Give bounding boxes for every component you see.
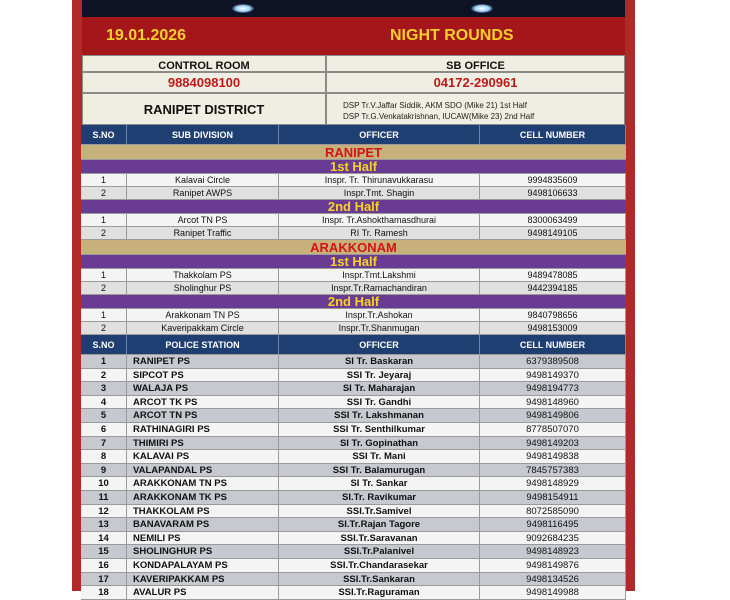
ranipet-first-half: 1st Half xyxy=(81,160,626,174)
row-officer: SSI Tr. Balamurugan xyxy=(279,464,480,477)
arakkonam-second-half: 2nd Half xyxy=(81,295,626,309)
ranipet-second-half: 2nd Half xyxy=(81,200,626,214)
row-cell: 9498106633 xyxy=(480,187,626,199)
row-station: ARCOT TN PS xyxy=(127,409,279,422)
table-row xyxy=(81,532,626,546)
row-cell: 8300063499 xyxy=(480,214,626,226)
row-sno: 16 xyxy=(81,559,127,572)
row-officer: Inspr.Tr.Ramachandiran xyxy=(279,282,480,294)
row-officer: SI Tr. Baskaran xyxy=(279,355,480,368)
row-cell: 9489478085 xyxy=(480,269,626,281)
row-station: WALAJA PS xyxy=(127,382,279,395)
district-name: RANIPET DISTRICT xyxy=(143,102,265,117)
row-officer: SSI.Tr.Palanivel xyxy=(279,545,480,558)
row-officer: SI Tr. Maharajan xyxy=(279,382,480,395)
table-row xyxy=(81,518,626,532)
table-row xyxy=(81,409,626,423)
row-sno: 2 xyxy=(81,369,127,382)
table-row xyxy=(81,505,626,519)
row-cell: 9498194773 xyxy=(480,382,626,395)
row-officer: SSI.Tr.Chandarasekar xyxy=(279,559,480,572)
title-band xyxy=(82,17,625,55)
table-row xyxy=(81,477,626,491)
row-officer: SSI Tr. Mani xyxy=(279,450,480,463)
row-station: ARAKKONAM TK PS xyxy=(127,491,279,504)
dsp-first-half: DSP Tr.V.Jaffar Siddik, AKM SDO (Mike 21) 1st Half xyxy=(343,101,527,110)
control-room-label: CONTROL ROOM xyxy=(158,60,250,72)
row-sno: 4 xyxy=(81,396,127,409)
table-row xyxy=(81,227,626,240)
row-cell: 9498149988 xyxy=(480,586,626,599)
table-row xyxy=(81,491,626,505)
row-cell: 9498149838 xyxy=(480,450,626,463)
table-row xyxy=(81,322,626,335)
headlight-left-icon xyxy=(232,4,254,13)
row-cell: 9498153009 xyxy=(480,322,626,334)
row-unit: Thakkolam PS xyxy=(127,269,279,281)
row-station: SIPCOT PS xyxy=(127,369,279,382)
table-row xyxy=(81,423,626,437)
col-police-station: POLICE STATION xyxy=(127,335,279,354)
control-room-number-cell xyxy=(82,72,326,93)
station-column-header xyxy=(81,335,626,355)
row-station: SHOLINGHUR PS xyxy=(127,545,279,558)
row-sno: 1 xyxy=(81,174,127,186)
row-sno: 6 xyxy=(81,423,127,436)
row-unit: Ranipet Traffic xyxy=(127,227,279,239)
row-cell: 8778507070 xyxy=(480,423,626,436)
row-sno: 1 xyxy=(81,214,127,226)
row-sno: 1 xyxy=(81,355,127,368)
col-cell-number: CELL NUMBER xyxy=(480,335,626,354)
row-unit: Kaveripakkam Circle xyxy=(127,322,279,334)
row-cell: 9498154911 xyxy=(480,491,626,504)
row-cell: 9498149876 xyxy=(480,559,626,572)
row-sno: 2 xyxy=(81,187,127,199)
row-cell: 6379389508 xyxy=(480,355,626,368)
row-officer: Inspr.Tmt. Shagin xyxy=(279,187,480,199)
row-cell: 9994835609 xyxy=(480,174,626,186)
table-row xyxy=(81,396,626,410)
row-unit: Kalavai Circle xyxy=(127,174,279,186)
subdivision-column-header xyxy=(81,125,626,145)
row-unit: Ranipet AWPS xyxy=(127,187,279,199)
row-cell: 9840798656 xyxy=(480,309,626,321)
row-sno: 13 xyxy=(81,518,127,531)
row-officer: SI Tr. Sankar xyxy=(279,477,480,490)
row-cell: 9092684235 xyxy=(480,532,626,545)
page-title: NIGHT ROUNDS xyxy=(390,27,514,44)
table-row xyxy=(81,573,626,587)
row-officer: RI Tr. Ramesh xyxy=(279,227,480,239)
row-cell: 8072585090 xyxy=(480,505,626,518)
row-station: KONDAPALAYAM PS xyxy=(127,559,279,572)
date-label: 19.01.2026 xyxy=(106,27,187,44)
row-officer: SSI Tr. Jeyaraj xyxy=(279,369,480,382)
table-row xyxy=(81,369,626,383)
col-cell-number: CELL NUMBER xyxy=(480,125,626,144)
row-officer: Inspr. Tr. Thirunavukkarasu xyxy=(279,174,480,186)
row-station: AVALUR PS xyxy=(127,586,279,599)
row-officer: SI Tr. Gopinathan xyxy=(279,437,480,450)
dsp-cell xyxy=(326,93,625,125)
sb-office-label-cell xyxy=(326,55,625,72)
table-row xyxy=(81,545,626,559)
row-sno: 12 xyxy=(81,505,127,518)
sb-office-label: SB OFFICE xyxy=(446,60,505,72)
row-cell: 9498134526 xyxy=(480,573,626,586)
table-row xyxy=(81,559,626,573)
row-officer: SSI.Tr.Sankaran xyxy=(279,573,480,586)
sb-office-number-cell xyxy=(326,72,625,93)
row-cell: 9498148960 xyxy=(480,396,626,409)
row-sno: 17 xyxy=(81,573,127,586)
arakkonam-first-half: 1st Half xyxy=(81,255,626,269)
row-station: KAVERIPAKKAM PS xyxy=(127,573,279,586)
row-sno: 15 xyxy=(81,545,127,558)
station-rows xyxy=(81,355,626,600)
row-officer: SSI.Tr.Raguraman xyxy=(279,586,480,599)
row-officer: SSI Tr. Gandhi xyxy=(279,396,480,409)
row-cell: 7845757383 xyxy=(480,464,626,477)
row-sno: 1 xyxy=(81,309,127,321)
col-sub-division: SUB DIVISION xyxy=(127,125,279,144)
row-cell: 9498148929 xyxy=(480,477,626,490)
row-station: ARCOT TK PS xyxy=(127,396,279,409)
row-station: VALAPANDAL PS xyxy=(127,464,279,477)
row-officer: Inspr.Tr.Ashokan xyxy=(279,309,480,321)
table-row xyxy=(81,174,626,187)
row-unit: Arakkonam TN PS xyxy=(127,309,279,321)
row-station: NEMILI PS xyxy=(127,532,279,545)
row-officer: SI.Tr.Rajan Tagore xyxy=(279,518,480,531)
night-rounds-sheet xyxy=(72,0,635,599)
col-sno: S.NO xyxy=(81,335,127,354)
row-cell: 9498149203 xyxy=(480,437,626,450)
row-sno: 14 xyxy=(81,532,127,545)
row-officer: SI.Tr. Ravikumar xyxy=(279,491,480,504)
row-station: ARAKKONAM TN PS xyxy=(127,477,279,490)
district-cell xyxy=(82,93,326,125)
row-cell: 9498149806 xyxy=(480,409,626,422)
table-row xyxy=(81,586,626,600)
row-station: RANIPET PS xyxy=(127,355,279,368)
row-station: THAKKOLAM PS xyxy=(127,505,279,518)
row-station: RATHINAGIRI PS xyxy=(127,423,279,436)
table-row xyxy=(81,437,626,451)
row-sno: 2 xyxy=(81,282,127,294)
row-sno: 3 xyxy=(81,382,127,395)
row-station: KALAVAI PS xyxy=(127,450,279,463)
row-officer: SSI.Tr.Samivel xyxy=(279,505,480,518)
sb-office-number: 04172-290961 xyxy=(433,75,518,90)
row-officer: SSI.Tr.Saravanan xyxy=(279,532,480,545)
row-station: THIMIRI PS xyxy=(127,437,279,450)
row-unit: Arcot TN PS xyxy=(127,214,279,226)
row-sno: 11 xyxy=(81,491,127,504)
row-cell: 9498149370 xyxy=(480,369,626,382)
row-cell: 9498148923 xyxy=(480,545,626,558)
row-sno: 1 xyxy=(81,269,127,281)
control-room-label-cell xyxy=(82,55,326,72)
row-unit: Sholinghur PS xyxy=(127,282,279,294)
row-sno: 7 xyxy=(81,437,127,450)
table-row xyxy=(81,464,626,478)
roster-table xyxy=(81,125,626,600)
table-row xyxy=(81,450,626,464)
row-sno: 2 xyxy=(81,227,127,239)
section-ranipet: RANIPET xyxy=(81,145,626,160)
table-row xyxy=(81,269,626,282)
row-sno: 5 xyxy=(81,409,127,422)
row-sno: 8 xyxy=(81,450,127,463)
col-officer: OFFICER xyxy=(279,125,480,144)
row-sno: 10 xyxy=(81,477,127,490)
row-officer: Inspr.Tmt.Lakshmi xyxy=(279,269,480,281)
row-officer: SSI Tr. Senthilkumar xyxy=(279,423,480,436)
row-cell: 9498116495 xyxy=(480,518,626,531)
section-arakkonam: ARAKKONAM xyxy=(81,240,626,255)
table-row xyxy=(81,309,626,322)
col-sno: S.NO xyxy=(81,125,127,144)
control-room-number: 9884098100 xyxy=(167,75,241,90)
header-banner-image xyxy=(82,0,625,17)
row-sno: 18 xyxy=(81,586,127,599)
row-station: BANAVARAM PS xyxy=(127,518,279,531)
table-row xyxy=(81,214,626,227)
row-cell: 9442394185 xyxy=(480,282,626,294)
row-officer: SSI Tr. Lakshmanan xyxy=(279,409,480,422)
row-officer: Inspr. Tr.Ashokthamasdhurai xyxy=(279,214,480,226)
row-cell: 9498149105 xyxy=(480,227,626,239)
headlight-right-icon xyxy=(471,4,493,13)
table-row xyxy=(81,355,626,369)
dsp-second-half: DSP Tr.G.Venkatakrishnan, IUCAW(Mike 23) 2nd Half xyxy=(343,112,535,121)
table-row xyxy=(81,382,626,396)
row-sno: 2 xyxy=(81,322,127,334)
row-officer: Inspr.Tr.Shanmugan xyxy=(279,322,480,334)
col-officer: OFFICER xyxy=(279,335,480,354)
row-sno: 9 xyxy=(81,464,127,477)
